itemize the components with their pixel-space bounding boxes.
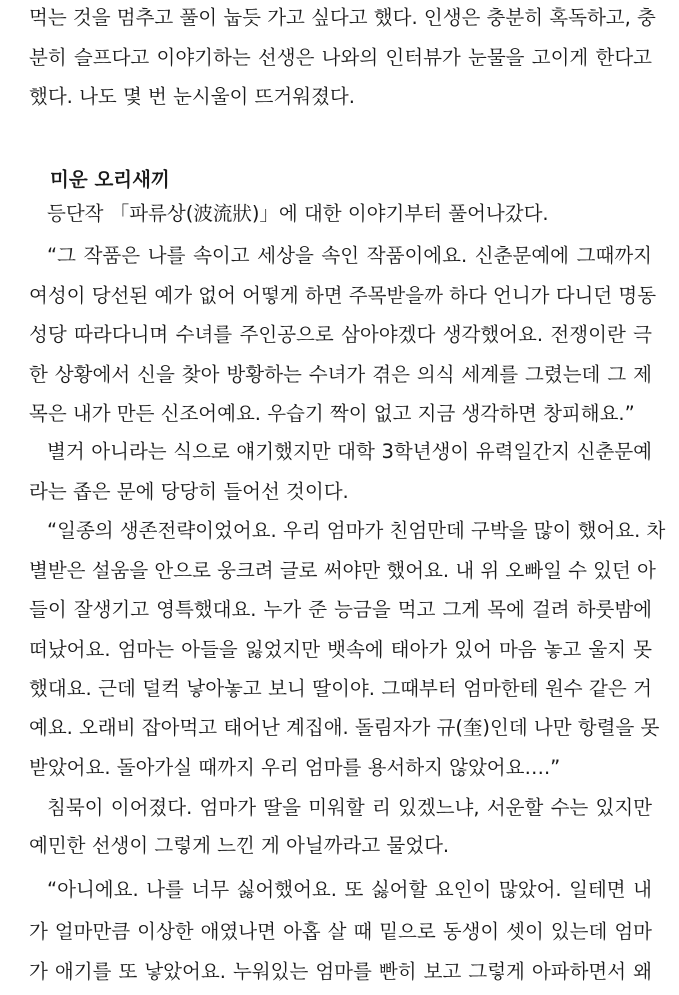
text-line: 분히 슬프다고 이야기하는 선생은 나와의 인터뷰가 눈물을 고이게 한다고 [29,46,652,69]
text-line: 등단작 「파류상(波流狀)」에 대한 이야기부터 풀어나갔다. [47,202,549,225]
text-line: 라는 좁은 문에 당당히 들어선 것이다. [29,480,349,503]
text-line: 예민한 선생이 그렇게 느낀 게 아닐까라고 물었다. [29,834,450,857]
text-line: 목은 내가 만든 신조어예요. 우습기 짝이 없고 지금 생각하면 창피해요.” [29,402,635,425]
text-line: 별받은 설움을 안으로 웅크려 글로 써야만 했어요. 내 위 오빠일 수 있던 아 [29,559,656,582]
text-line: 했다. 나도 몇 번 눈시울이 뜨거워졌다. [29,85,355,108]
text-line: “아니에요. 나를 너무 싫어했어요. 또 싫어할 요인이 많았어. 일테면 내 [47,878,652,901]
text-line: 가 얼마만큼 이상한 애였나면 아홉 살 때 밑으로 동생이 셋이 있는데 엄마 [29,920,652,943]
section-heading: 미운 오리새끼 [50,168,170,191]
text-line: 들이 잘생기고 영특했대요. 누가 준 능금을 먹고 그게 목에 걸려 하룻밤에 [29,598,652,621]
text-line: 예요. 오래비 잡아먹고 태어난 계집애. 돌림자가 규(奎)인데 나만 항렬을 못 [29,716,660,739]
text-line: 한 상황에서 신을 찾아 방황하는 수녀가 겪은 의식 세계를 그렸는데 그 제 [29,363,652,386]
text-line: 받았어요. 돌아가실 때까지 우리 엄마를 용서하지 않았어요….” [29,756,561,779]
text-line: 여성이 당선된 예가 없어 어떻게 하면 주목받을까 하다 언니가 다니던 명동 [29,284,657,307]
text-line: “그 작품은 나를 속이고 세상을 속인 작품이에요. 신춘문예에 그때까지 [47,244,652,267]
text-line: 떠났어요. 엄마는 아들을 잃었지만 뱃속에 태아가 있어 마음 놓고 울지 못 [29,638,652,661]
text-line: 별거 아니라는 식으로 얘기했지만 대학 3학년생이 유력일간지 신춘문예 [47,440,652,463]
text-line: 했대요. 근데 덜컥 낳아놓고 보니 딸이야. 그때부터 엄마한테 원수 같은 거 [29,677,652,700]
text-line: 침묵이 이어졌다. 엄마가 딸을 미워할 리 있겠느냐, 서운할 수는 있지만 [47,796,652,819]
text-line: 가 애기를 또 낳았어요. 누워있는 엄마를 빤히 보고 그렇게 아파하면서 왜 [29,960,652,983]
text-line: “일종의 생존전략이었어요. 우리 엄마가 친엄만데 구박을 많이 했어요. 차 [47,519,666,542]
text-line: 성당 따라다니며 수녀를 주인공으로 삼아야겠다 생각했어요. 전쟁이란 극 [29,323,652,346]
text-line: 먹는 것을 멈추고 풀이 눕듯 가고 싶다고 했다. 인생은 충분히 혹독하고, 충 [29,6,656,29]
